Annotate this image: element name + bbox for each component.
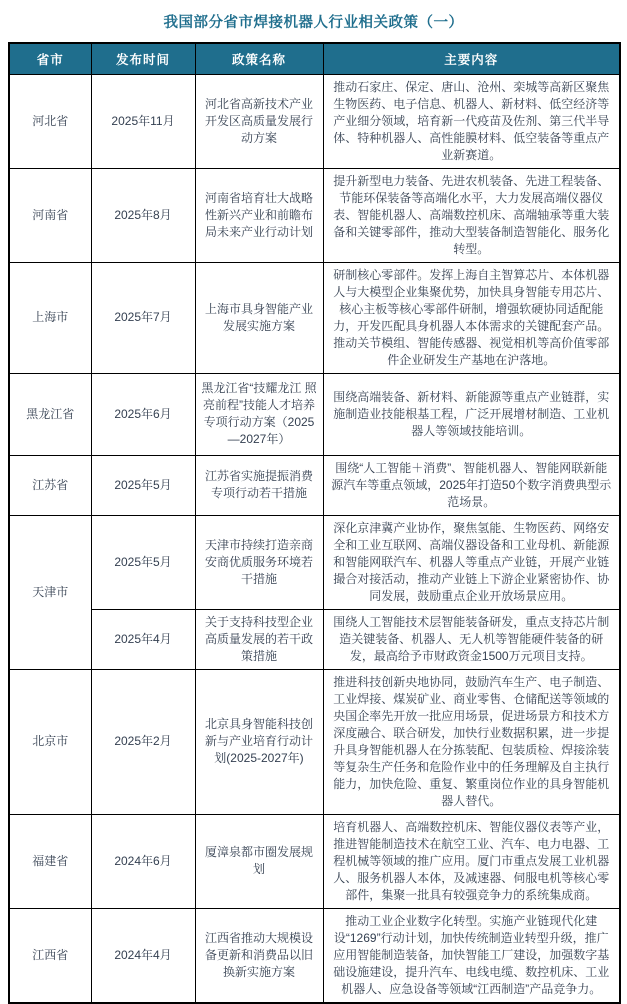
cell-date: 2025年8月 [91,168,195,262]
cell-date: 2024年6月 [91,814,195,908]
table-row-hebei [9,74,620,168]
cell-province: 黑龙江省 [9,373,91,455]
cell-date: 2025年2月 [91,669,195,814]
cell-policy: 北京具身智能科技创新与产业培育行动计划(2025-2027年) [195,669,323,814]
table-row-fujian [9,814,620,908]
header-cell-content: 主要内容 [323,43,620,74]
cell-policy: 河南省培育壮大战略性新兴产业和前瞻布局未来产业行动计划 [195,168,323,262]
cell-province: 天津市 [9,515,91,669]
cell-province: 河北省 [9,74,91,168]
cell-province: 福建省 [9,814,91,908]
table-row-jiangsu [9,455,620,515]
cell-policy: 江西省推动大规模设备更新和消费品以旧换新实施方案 [195,908,323,1003]
cell-date: 2025年4月 [91,609,195,669]
page-title: 我国部分省市焊接机器人行业相关政策（一） [163,15,464,31]
header-cell-date: 发布时间 [91,43,195,74]
cell-content: 提升新型电力装备、先进农机装备、先进工程装备、节能环保装备等高端化水平，大力发展高端仪器仪表、智能机器人、高端数控机床、高端轴承等重大装备和关键零部件，推动大型装备制造智能化、服务化转型。 [323,168,620,262]
cell-province: 北京市 [9,669,91,814]
table-row-jiangxi [9,908,620,1003]
table-row-tianjin-1 [9,515,620,609]
cell-province: 江苏省 [9,455,91,515]
cell-province: 河南省 [9,168,91,262]
cell-content: 推进科技创新央地协同，鼓励汽车生产、电子制造、工业焊接、煤炭矿业、商业零售、仓储配送等领域的央国企率先开放一批应用场景，促进场景方和技术方深度融合、联合研发，加快行业数据积累，进一步提升具身智能机器人在分拣装配、包装质检、焊接涂装等复杂生产任务和危险作业中的任务理解及自主执行能力，加快危险、重复、繁重岗位作业的具身智能机器人替代。 [323,669,620,814]
cell-content: 围绕高端装备、新材料、新能源等重点产业链群，实施制造业技能根基工程，广泛开展增材制造、工业机器人等领域技能培训。 [323,373,620,455]
cell-policy: 厦漳泉都市圈发展规划 [195,814,323,908]
cell-province: 江西省 [9,908,91,1003]
cell-province: 上海市 [9,262,91,373]
cell-content: 培育机器人、高端数控机床、智能仪器仪表等产业，推进智能制造技术在航空工业、汽车、电力电器、工程机械等领域的推广应用。厦门市重点发展工业机器人、服务机器人本体，及减速器、伺服电机等核心零部件，集聚一批具有较强竞争力的系统集成商。 [323,814,620,908]
cell-policy: 黑龙江省“技耀龙江 照亮前程”技能人才培养专项行动方案（2025—2027年） [195,373,323,455]
cell-content: 推动石家庄、保定、唐山、沧州、栾城等高新区聚焦生物医药、电子信息、机器人、新材料、低空经济等产业细分领域，培育新一代疫苗及佐剂、第三代半导体、特种机器人、高性能膜材料、低空装备等重点产业新赛道。 [323,74,620,168]
cell-content: 深化京津冀产业协作，聚焦氢能、生物医药、网络安全和工业互联网、高端仪器设备和工业母机、新能源和智能网联汽车、机器人等重点产业链，开展产业链撮合对接活动，推动产业链上下游企业紧密协作、协同发展，鼓励重点企业开放场景应用。 [323,515,620,609]
table-row-tianjin-2 [9,609,620,669]
cell-content: 围绕“人工智能＋消费”、智能机器人、智能网联新能源汽车等重点领域，2025年打造50个数字消费典型示范场景。 [323,455,620,515]
cell-content: 推动工业企业数字化转型。实施产业链现代化建设“1269”行动计划，加快传统制造业转型升级，推广应用智能制造装备，加快智能工厂建设，加强数字基础设施建设，提升汽车、电线电缆、数控机床、工业机器人、应急设备等领域“江西制造”产品竞争力。 [323,908,620,1003]
cell-policy: 天津市持续打造亲商安商优质服务环境若干措施 [195,515,323,609]
cell-content: 研制核心零部件。发挥上海自主智算芯片、本体机器人与大模型企业集聚优势，加快具身智能专用芯片、核心主板等核心零部件研制，增强软硬协同适配能力，开发匹配具身机器人本体需求的关键配套产品。推动关节模组、智能传感器、视觉相机等高价值零部件企业研发生产基地在沪落地。 [323,262,620,373]
cell-date: 2025年6月 [91,373,195,455]
table-row-beijing [9,669,620,814]
cell-policy: 河北省高新技术产业开发区高质量发展行动方案 [195,74,323,168]
table-row-shanghai [9,262,620,373]
cell-policy: 关于支持科技型企业高质量发展的若干政策措施 [195,609,323,669]
header-cell-policy: 政策名称 [195,43,323,74]
header-cell-province: 省市 [9,43,91,74]
cell-date: 2025年5月 [91,455,195,515]
cell-date: 2024年4月 [91,908,195,1003]
policy-table [8,42,621,1004]
cell-policy: 江苏省实施提振消费专项行动若干措施 [195,455,323,515]
cell-date: 2025年7月 [91,262,195,373]
table-row-heilongjiang [9,373,620,455]
table-row-henan [9,168,620,262]
cell-date: 2025年11月 [91,74,195,168]
cell-content: 围绕人工智能技术层智能装备研发，重点支持芯片制造关键装备、机器人、无人机等智能硬件装备的研发，最高给予市财政资金1500万元项目支持。 [323,609,620,669]
header-row [9,43,620,74]
cell-date: 2025年5月 [91,515,195,609]
cell-policy: 上海市具身智能产业发展实施方案 [195,262,323,373]
